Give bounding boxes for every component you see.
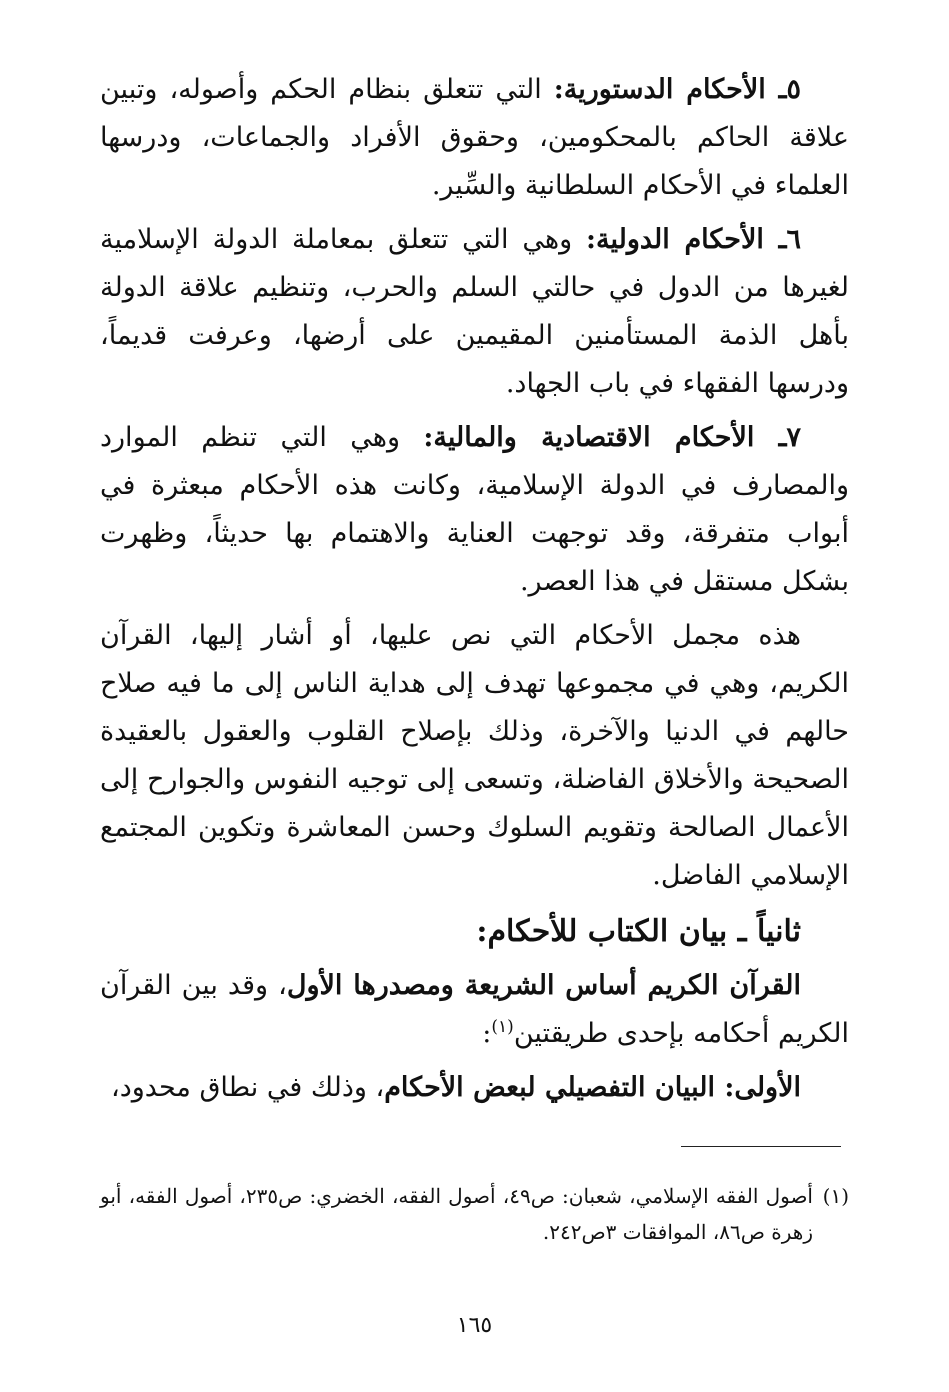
footnote-divider (681, 1146, 841, 1147)
paragraph-constitutional-rulings (100, 66, 849, 210)
paragraph-economic-rulings (100, 414, 849, 606)
paragraph-tail: : (482, 1018, 492, 1049)
paragraph-body: وهي التي تنظم الموارد والمصارف في الدولة الإسلامية، وكانت هذه الأحكام مبعثرة في أبواب متفرقة، وقد توجهت العناية والاهتمام بها حديثاً، وظهرت بشكل مستقل في هذا العصر. (100, 422, 849, 597)
footnote (100, 1178, 849, 1250)
paragraph-body: ، وذلك في نطاق محدود، (111, 1072, 385, 1103)
paragraph-quran-source (100, 962, 849, 1058)
paragraph-international-rulings (100, 216, 849, 408)
paragraph-body: التي تتعلق بنظام الحكم وأصوله، وتبين علاقة الحاكم بالمحكومين، وحقوق الأفراد والجماعات، ودرسها العلماء في الأحكام السلطانية والسِّير. (100, 74, 849, 201)
paragraph-heading: ٧ـ الأحكام الاقتصادية والمالية: (423, 422, 801, 453)
footnote-reference[interactable]: (١) (491, 1017, 514, 1037)
footnote-number: (١) (822, 1184, 849, 1208)
paragraph-heading: القرآن الكريم أساس الشريعة ومصدرها الأول (286, 970, 801, 1001)
paragraph-summary: هذه مجمل الأحكام التي نص عليها، أو أشار إليها، القرآن الكريم، وهي في مجموعها تهدف إلى هداية الناس إلى ما فيه صلاح حالهم في الدنيا والآخرة، وذلك بإصلاح القلوب والعقول بالعقيدة الصحيحة والأخلاق الفاضلة، وتسعى إلى توجيه النفوس والجوارح إلى الأعمال الصالحة وتقويم السلوك وحسن المعاشرة وتكوين المجتمع الإسلامي الفاضل. (100, 620, 849, 891)
paragraph-first-method (100, 1064, 849, 1112)
paragraph-heading: الأولى: البيان التفصيلي لبعض الأحكام (384, 1072, 801, 1103)
paragraph-heading: ٦ـ الأحكام الدولية: (586, 224, 801, 255)
paragraph-body: ، وقد بين القرآن الكريم أحكامه بإحدى طريقتين (100, 970, 849, 1049)
paragraph-body: وهي التي تتعلق بمعاملة الدولة الإسلامية لغيرها من الدول في حالتي السلم والحرب، وتنظيم علاقة الدولة بأهل الذمة المستأمنين المقيمين على أرضها، وعرفت قديماً، ودرسها الفقهاء في باب الجهاد. (100, 224, 849, 399)
footnote-text: أصول الفقه الإسلامي، شعبان: ص٤٩، أصول الفقه، الخضري: ص٢٣٥، أصول الفقه، أبو زهرة ص٨٦، الموافقات ٣ص٢٤٢. (100, 1184, 813, 1244)
page-number: ١٦٥ (456, 1313, 493, 1338)
section-heading: ثانياً ـ بيان الكتاب للأحكام: (476, 914, 801, 949)
paragraph-heading: ٥ـ الأحكام الدستورية: (553, 74, 801, 105)
